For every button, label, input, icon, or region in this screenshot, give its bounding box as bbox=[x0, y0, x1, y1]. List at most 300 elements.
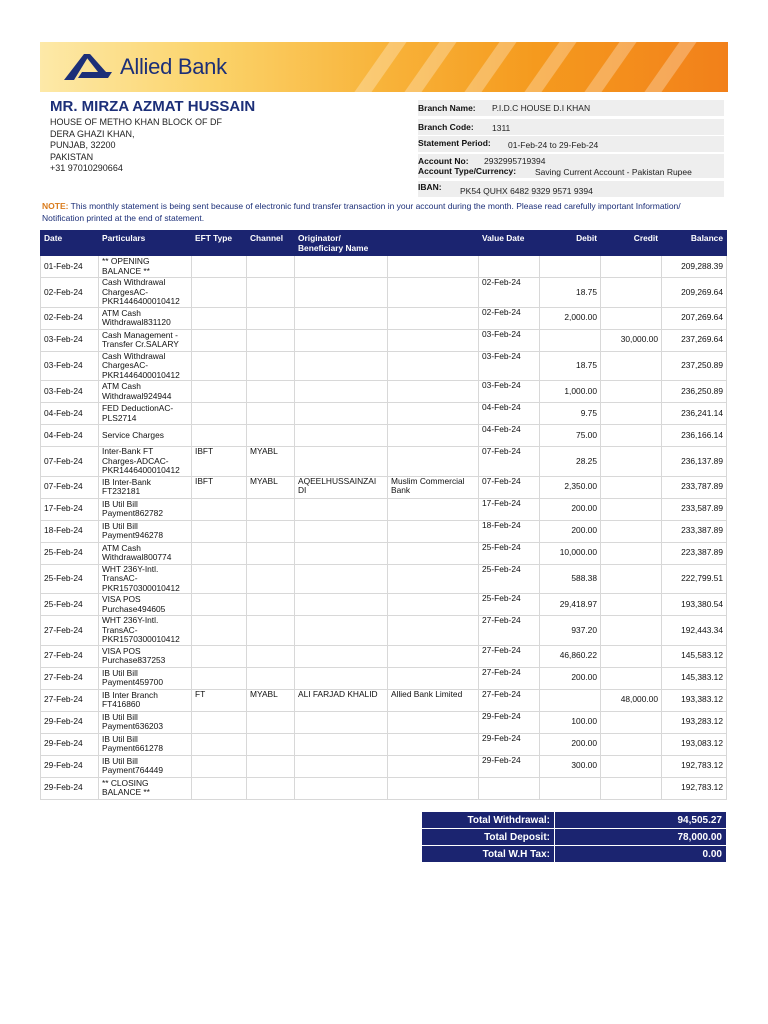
cell-value-date: 07-Feb-24 bbox=[479, 476, 540, 498]
cell-particulars: IB Util Bill Payment661278 bbox=[99, 733, 192, 755]
cell-bank bbox=[388, 425, 479, 447]
cell-balance: 145,383.12 bbox=[662, 667, 727, 689]
cell-debit: 200.00 bbox=[540, 520, 601, 542]
cell-debit bbox=[540, 689, 601, 711]
cell-channel bbox=[247, 381, 295, 403]
cell-particulars: FED DeductionAC-PLS2714 bbox=[99, 403, 192, 425]
cell-channel bbox=[247, 278, 295, 308]
cell-value-date: 04-Feb-24 bbox=[479, 425, 540, 447]
cell-credit bbox=[601, 498, 662, 520]
cell-value-date: 17-Feb-24 bbox=[479, 498, 540, 520]
cell-credit bbox=[601, 645, 662, 667]
header-banner bbox=[40, 42, 728, 92]
cell-channel bbox=[247, 711, 295, 733]
cell-channel bbox=[247, 616, 295, 646]
table-row bbox=[41, 381, 727, 403]
col-particulars: Particulars bbox=[99, 231, 192, 256]
cell-credit bbox=[601, 476, 662, 498]
statement-period-label: Statement Period: bbox=[418, 138, 491, 148]
col-originator: Originator/ Beneficiary Name bbox=[295, 231, 388, 256]
cell-date: 03-Feb-24 bbox=[41, 329, 99, 351]
col-credit: Credit bbox=[601, 231, 662, 256]
branch-name-label: Branch Name: bbox=[418, 103, 476, 113]
cell-particulars: ATM Cash Withdrawal800774 bbox=[99, 542, 192, 564]
cell-eft-type bbox=[192, 542, 247, 564]
cell-particulars: WHT 236Y-Intl. TransAC-PKR1570300010412 bbox=[99, 564, 192, 594]
cell-debit: 200.00 bbox=[540, 498, 601, 520]
cell-particulars: ** CLOSING BALANCE ** bbox=[99, 777, 192, 799]
cell-particulars: IB Inter-Bank FT232181 bbox=[99, 476, 192, 498]
account-type-label: Account Type/Currency: bbox=[418, 166, 517, 176]
cell-balance: 223,387.89 bbox=[662, 542, 727, 564]
cell-particulars: IB Util Bill Payment636203 bbox=[99, 711, 192, 733]
cell-date: 29-Feb-24 bbox=[41, 777, 99, 799]
cell-credit bbox=[601, 616, 662, 646]
table-row bbox=[41, 447, 727, 477]
table-row bbox=[41, 278, 727, 308]
cell-balance: 237,250.89 bbox=[662, 351, 727, 381]
cell-originator bbox=[295, 520, 388, 542]
cell-eft-type bbox=[192, 755, 247, 777]
cell-balance: 207,269.64 bbox=[662, 307, 727, 329]
cell-date: 03-Feb-24 bbox=[41, 351, 99, 381]
cell-originator bbox=[295, 425, 388, 447]
col-bank bbox=[388, 231, 479, 256]
cell-credit bbox=[601, 256, 662, 278]
iban-value: PK54 QUHX 6482 9329 9571 9394 bbox=[460, 186, 593, 196]
cell-originator bbox=[295, 351, 388, 381]
cell-debit: 28.25 bbox=[540, 447, 601, 477]
col-channel: Channel bbox=[247, 231, 295, 256]
table-row bbox=[41, 564, 727, 594]
cell-credit: 30,000.00 bbox=[601, 329, 662, 351]
cell-credit bbox=[601, 447, 662, 477]
cell-credit bbox=[601, 711, 662, 733]
cell-channel bbox=[247, 755, 295, 777]
cell-bank bbox=[388, 520, 479, 542]
cell-originator bbox=[295, 616, 388, 646]
cell-debit bbox=[540, 329, 601, 351]
cell-channel bbox=[247, 733, 295, 755]
cell-balance: 236,166.14 bbox=[662, 425, 727, 447]
cell-particulars: Service Charges bbox=[99, 425, 192, 447]
iban-row bbox=[418, 181, 724, 197]
statement-note bbox=[42, 200, 702, 224]
table-row bbox=[41, 425, 727, 447]
cell-debit: 46,860.22 bbox=[540, 645, 601, 667]
cell-bank bbox=[388, 542, 479, 564]
cell-eft-type bbox=[192, 329, 247, 351]
total-withdrawal-row bbox=[422, 812, 727, 829]
table-row bbox=[41, 307, 727, 329]
table-row bbox=[41, 351, 727, 381]
total-deposit-value: 78,000.00 bbox=[555, 829, 727, 846]
table-row bbox=[41, 256, 727, 278]
account-type-value: Saving Current Account - Pakistan Rupee bbox=[535, 167, 692, 177]
cell-debit: 2,000.00 bbox=[540, 307, 601, 329]
cell-credit bbox=[601, 564, 662, 594]
cell-bank bbox=[388, 447, 479, 477]
cell-originator bbox=[295, 711, 388, 733]
cell-date: 25-Feb-24 bbox=[41, 594, 99, 616]
cell-debit: 100.00 bbox=[540, 711, 601, 733]
cell-bank bbox=[388, 667, 479, 689]
cell-originator bbox=[295, 564, 388, 594]
cell-originator bbox=[295, 667, 388, 689]
customer-address bbox=[50, 117, 222, 175]
cell-value-date: 25-Feb-24 bbox=[479, 594, 540, 616]
cell-channel bbox=[247, 777, 295, 799]
address-line: PUNJAB, 32200 bbox=[50, 140, 116, 150]
cell-value-date: 04-Feb-24 bbox=[479, 403, 540, 425]
table-row bbox=[41, 616, 727, 646]
statement-period-row bbox=[418, 136, 724, 152]
cell-credit bbox=[601, 520, 662, 542]
cell-channel bbox=[247, 520, 295, 542]
cell-bank bbox=[388, 381, 479, 403]
cell-eft-type: IBFT bbox=[192, 476, 247, 498]
cell-date: 04-Feb-24 bbox=[41, 403, 99, 425]
cell-eft-type bbox=[192, 381, 247, 403]
cell-debit: 75.00 bbox=[540, 425, 601, 447]
total-deposit-label: Total Deposit: bbox=[422, 829, 555, 846]
cell-bank bbox=[388, 403, 479, 425]
cell-credit bbox=[601, 667, 662, 689]
table-row bbox=[41, 476, 727, 498]
col-value-date: Value Date bbox=[479, 231, 540, 256]
cell-balance: 222,799.51 bbox=[662, 564, 727, 594]
table-row bbox=[41, 594, 727, 616]
customer-name: MR. MIRZA AZMAT HUSSAIN bbox=[50, 98, 256, 115]
cell-bank bbox=[388, 498, 479, 520]
cell-value-date: 25-Feb-24 bbox=[479, 542, 540, 564]
cell-balance: 192,783.12 bbox=[662, 777, 727, 799]
cell-value-date: 02-Feb-24 bbox=[479, 307, 540, 329]
cell-eft-type bbox=[192, 564, 247, 594]
cell-eft-type bbox=[192, 667, 247, 689]
cell-particulars: VISA POS Purchase837253 bbox=[99, 645, 192, 667]
cell-eft-type bbox=[192, 351, 247, 381]
total-tax-label: Total W.H Tax: bbox=[422, 846, 555, 863]
branch-code-value: 1311 bbox=[492, 123, 511, 133]
total-deposit-row bbox=[422, 829, 727, 846]
cell-value-date: 27-Feb-24 bbox=[479, 667, 540, 689]
cell-channel bbox=[247, 564, 295, 594]
cell-bank bbox=[388, 777, 479, 799]
table-row bbox=[41, 329, 727, 351]
table-row bbox=[41, 520, 727, 542]
table-row bbox=[41, 755, 727, 777]
table-row bbox=[41, 711, 727, 733]
cell-originator bbox=[295, 594, 388, 616]
cell-particulars: IB Util Bill Payment862782 bbox=[99, 498, 192, 520]
cell-credit bbox=[601, 278, 662, 308]
cell-credit bbox=[601, 733, 662, 755]
cell-eft-type bbox=[192, 498, 247, 520]
cell-eft-type bbox=[192, 307, 247, 329]
cell-eft-type: IBFT bbox=[192, 447, 247, 477]
address-line: +31 97010290664 bbox=[50, 163, 123, 173]
cell-date: 29-Feb-24 bbox=[41, 733, 99, 755]
address-line: HOUSE OF METHO KHAN BLOCK OF DF bbox=[50, 117, 223, 127]
cell-eft-type bbox=[192, 256, 247, 278]
cell-particulars: WHT 236Y-Intl. TransAC-PKR1570300010412 bbox=[99, 616, 192, 646]
cell-value-date: 03-Feb-24 bbox=[479, 329, 540, 351]
cell-date: 27-Feb-24 bbox=[41, 616, 99, 646]
cell-date: 04-Feb-24 bbox=[41, 425, 99, 447]
branch-name-value: P.I.D.C HOUSE D.I KHAN bbox=[492, 103, 591, 113]
cell-debit: 29,418.97 bbox=[540, 594, 601, 616]
cell-particulars: ATM Cash Withdrawal924944 bbox=[99, 381, 192, 403]
table-row bbox=[41, 777, 727, 799]
note-label: NOTE: bbox=[42, 201, 69, 211]
cell-originator bbox=[295, 381, 388, 403]
col-eft-type: EFT Type bbox=[192, 231, 247, 256]
cell-value-date: 29-Feb-24 bbox=[479, 733, 540, 755]
cell-channel bbox=[247, 667, 295, 689]
cell-bank bbox=[388, 278, 479, 308]
cell-credit bbox=[601, 351, 662, 381]
cell-bank bbox=[388, 256, 479, 278]
cell-value-date: 27-Feb-24 bbox=[479, 616, 540, 646]
cell-debit: 1,000.00 bbox=[540, 381, 601, 403]
cell-bank bbox=[388, 594, 479, 616]
cell-bank bbox=[388, 711, 479, 733]
cell-balance: 192,443.34 bbox=[662, 616, 727, 646]
cell-debit: 18.75 bbox=[540, 351, 601, 381]
account-row bbox=[418, 154, 724, 178]
cell-bank bbox=[388, 351, 479, 381]
table-row bbox=[41, 689, 727, 711]
cell-originator bbox=[295, 498, 388, 520]
cell-credit bbox=[601, 403, 662, 425]
cell-originator bbox=[295, 447, 388, 477]
address-line: DERA GHAZI KHAN, bbox=[50, 128, 135, 139]
cell-value-date: 02-Feb-24 bbox=[479, 278, 540, 308]
total-withdrawal-label: Total Withdrawal: bbox=[422, 812, 555, 829]
cell-date: 27-Feb-24 bbox=[41, 645, 99, 667]
table-row bbox=[41, 542, 727, 564]
cell-debit: 588.38 bbox=[540, 564, 601, 594]
branch-name-row bbox=[418, 100, 724, 116]
cell-originator bbox=[295, 733, 388, 755]
cell-eft-type bbox=[192, 733, 247, 755]
cell-credit bbox=[601, 594, 662, 616]
note-text: This monthly statement is being sent because of electronic fund transfer transaction in your account during the month. Please read carefully important Information/ Notification printed at the end of statement. bbox=[42, 201, 681, 223]
cell-bank bbox=[388, 564, 479, 594]
account-no-label: Account No: bbox=[418, 156, 469, 166]
cell-credit bbox=[601, 307, 662, 329]
cell-bank bbox=[388, 733, 479, 755]
cell-debit: 200.00 bbox=[540, 733, 601, 755]
cell-credit bbox=[601, 542, 662, 564]
cell-originator bbox=[295, 256, 388, 278]
statement-period-value: 01-Feb-24 to 29-Feb-24 bbox=[508, 140, 599, 150]
cell-debit: 937.20 bbox=[540, 616, 601, 646]
table-header-row bbox=[41, 231, 727, 256]
cell-balance: 145,583.12 bbox=[662, 645, 727, 667]
cell-particulars: Cash Withdrawal ChargesAC-PKR1446400010412 bbox=[99, 278, 192, 308]
cell-date: 03-Feb-24 bbox=[41, 381, 99, 403]
cell-particulars: ** OPENING BALANCE ** bbox=[99, 256, 192, 278]
cell-credit bbox=[601, 425, 662, 447]
cell-balance: 237,269.64 bbox=[662, 329, 727, 351]
cell-eft-type bbox=[192, 403, 247, 425]
cell-channel bbox=[247, 307, 295, 329]
cell-originator bbox=[295, 307, 388, 329]
cell-eft-type bbox=[192, 425, 247, 447]
cell-particulars: Inter-Bank FT Charges-ADCAC-PKR1446400010412 bbox=[99, 447, 192, 477]
cell-originator bbox=[295, 542, 388, 564]
cell-eft-type bbox=[192, 278, 247, 308]
cell-balance: 209,269.64 bbox=[662, 278, 727, 308]
cell-debit: 2,350.00 bbox=[540, 476, 601, 498]
col-date: Date bbox=[41, 231, 99, 256]
branch-code-label: Branch Code: bbox=[418, 122, 474, 132]
cell-balance: 233,587.89 bbox=[662, 498, 727, 520]
cell-originator bbox=[295, 278, 388, 308]
cell-channel bbox=[247, 351, 295, 381]
cell-channel bbox=[247, 329, 295, 351]
cell-balance: 209,288.39 bbox=[662, 256, 727, 278]
cell-bank bbox=[388, 755, 479, 777]
cell-channel: MYABL bbox=[247, 447, 295, 477]
cell-value-date bbox=[479, 777, 540, 799]
cell-eft-type bbox=[192, 594, 247, 616]
total-tax-value: 0.00 bbox=[555, 846, 727, 863]
cell-eft-type bbox=[192, 645, 247, 667]
cell-bank bbox=[388, 329, 479, 351]
cell-date: 29-Feb-24 bbox=[41, 711, 99, 733]
cell-balance: 236,250.89 bbox=[662, 381, 727, 403]
cell-originator bbox=[295, 755, 388, 777]
bank-logo bbox=[60, 52, 227, 82]
cell-debit bbox=[540, 777, 601, 799]
cell-debit bbox=[540, 256, 601, 278]
cell-debit: 300.00 bbox=[540, 755, 601, 777]
cell-originator bbox=[295, 645, 388, 667]
transactions-table bbox=[40, 230, 727, 800]
cell-particulars: IB Util Bill Payment946278 bbox=[99, 520, 192, 542]
cell-debit: 200.00 bbox=[540, 667, 601, 689]
cell-particulars: Cash Withdrawal ChargesAC-PKR1446400010412 bbox=[99, 351, 192, 381]
address-line: PAKISTAN bbox=[50, 151, 94, 162]
cell-channel bbox=[247, 425, 295, 447]
bank-name: Allied Bank bbox=[120, 54, 227, 79]
cell-value-date: 29-Feb-24 bbox=[479, 711, 540, 733]
cell-date: 25-Feb-24 bbox=[41, 542, 99, 564]
account-no-value: 2932995719394 bbox=[484, 156, 546, 166]
table-row bbox=[41, 667, 727, 689]
cell-particulars: IB Inter Branch FT416860 bbox=[99, 689, 192, 711]
cell-date: 07-Feb-24 bbox=[41, 476, 99, 498]
cell-value-date: 25-Feb-24 bbox=[479, 564, 540, 594]
cell-value-date: 18-Feb-24 bbox=[479, 520, 540, 542]
cell-balance: 193,380.54 bbox=[662, 594, 727, 616]
table-row bbox=[41, 645, 727, 667]
cell-date: 25-Feb-24 bbox=[41, 564, 99, 594]
branch-code-row bbox=[418, 119, 724, 135]
cell-bank: Muslim Commercial Bank bbox=[388, 476, 479, 498]
cell-balance: 193,083.12 bbox=[662, 733, 727, 755]
cell-bank bbox=[388, 645, 479, 667]
cell-value-date: 27-Feb-24 bbox=[479, 645, 540, 667]
cell-particulars: Cash Management - Transfer Cr.SALARY bbox=[99, 329, 192, 351]
cell-debit: 10,000.00 bbox=[540, 542, 601, 564]
cell-date: 29-Feb-24 bbox=[41, 755, 99, 777]
cell-balance: 193,283.12 bbox=[662, 711, 727, 733]
cell-eft-type bbox=[192, 616, 247, 646]
cell-bank bbox=[388, 307, 479, 329]
cell-balance: 236,137.89 bbox=[662, 447, 727, 477]
cell-balance: 233,387.89 bbox=[662, 520, 727, 542]
cell-originator bbox=[295, 403, 388, 425]
cell-date: 18-Feb-24 bbox=[41, 520, 99, 542]
totals-table bbox=[421, 811, 727, 863]
cell-channel: MYABL bbox=[247, 689, 295, 711]
cell-value-date: 03-Feb-24 bbox=[479, 381, 540, 403]
cell-particulars: IB Util Bill Payment459700 bbox=[99, 667, 192, 689]
cell-credit: 48,000.00 bbox=[601, 689, 662, 711]
table-row bbox=[41, 403, 727, 425]
cell-value-date: 07-Feb-24 bbox=[479, 447, 540, 477]
cell-channel bbox=[247, 542, 295, 564]
cell-eft-type bbox=[192, 520, 247, 542]
cell-channel bbox=[247, 403, 295, 425]
cell-eft-type bbox=[192, 711, 247, 733]
cell-eft-type bbox=[192, 777, 247, 799]
col-debit: Debit bbox=[540, 231, 601, 256]
cell-channel: MYABL bbox=[247, 476, 295, 498]
cell-credit bbox=[601, 755, 662, 777]
cell-debit: 9.75 bbox=[540, 403, 601, 425]
cell-originator bbox=[295, 329, 388, 351]
total-withdrawal-value: 94,505.27 bbox=[555, 812, 727, 829]
cell-balance: 233,787.89 bbox=[662, 476, 727, 498]
cell-date: 02-Feb-24 bbox=[41, 278, 99, 308]
cell-bank: Allied Bank Limited bbox=[388, 689, 479, 711]
cell-value-date: 27-Feb-24 bbox=[479, 689, 540, 711]
table-row bbox=[41, 498, 727, 520]
cell-debit: 18.75 bbox=[540, 278, 601, 308]
cell-date: 01-Feb-24 bbox=[41, 256, 99, 278]
table-body bbox=[41, 256, 727, 800]
cell-date: 27-Feb-24 bbox=[41, 689, 99, 711]
cell-channel bbox=[247, 498, 295, 520]
cell-channel bbox=[247, 256, 295, 278]
cell-particulars: ATM Cash Withdrawal831120 bbox=[99, 307, 192, 329]
cell-date: 27-Feb-24 bbox=[41, 667, 99, 689]
cell-date: 02-Feb-24 bbox=[41, 307, 99, 329]
cell-channel bbox=[247, 594, 295, 616]
cell-value-date: 03-Feb-24 bbox=[479, 351, 540, 381]
cell-eft-type: FT bbox=[192, 689, 247, 711]
cell-bank bbox=[388, 616, 479, 646]
cell-date: 07-Feb-24 bbox=[41, 447, 99, 477]
cell-originator: ALI FARJAD KHALID bbox=[295, 689, 388, 711]
total-tax-row bbox=[422, 846, 727, 863]
allied-bank-logo-icon bbox=[60, 52, 116, 82]
cell-particulars: VISA POS Purchase494605 bbox=[99, 594, 192, 616]
cell-credit bbox=[601, 777, 662, 799]
iban-label: IBAN: bbox=[418, 182, 442, 192]
cell-particulars: IB Util Bill Payment764449 bbox=[99, 755, 192, 777]
cell-value-date bbox=[479, 256, 540, 278]
table-row bbox=[41, 733, 727, 755]
cell-date: 17-Feb-24 bbox=[41, 498, 99, 520]
cell-value-date: 29-Feb-24 bbox=[479, 755, 540, 777]
cell-originator bbox=[295, 777, 388, 799]
